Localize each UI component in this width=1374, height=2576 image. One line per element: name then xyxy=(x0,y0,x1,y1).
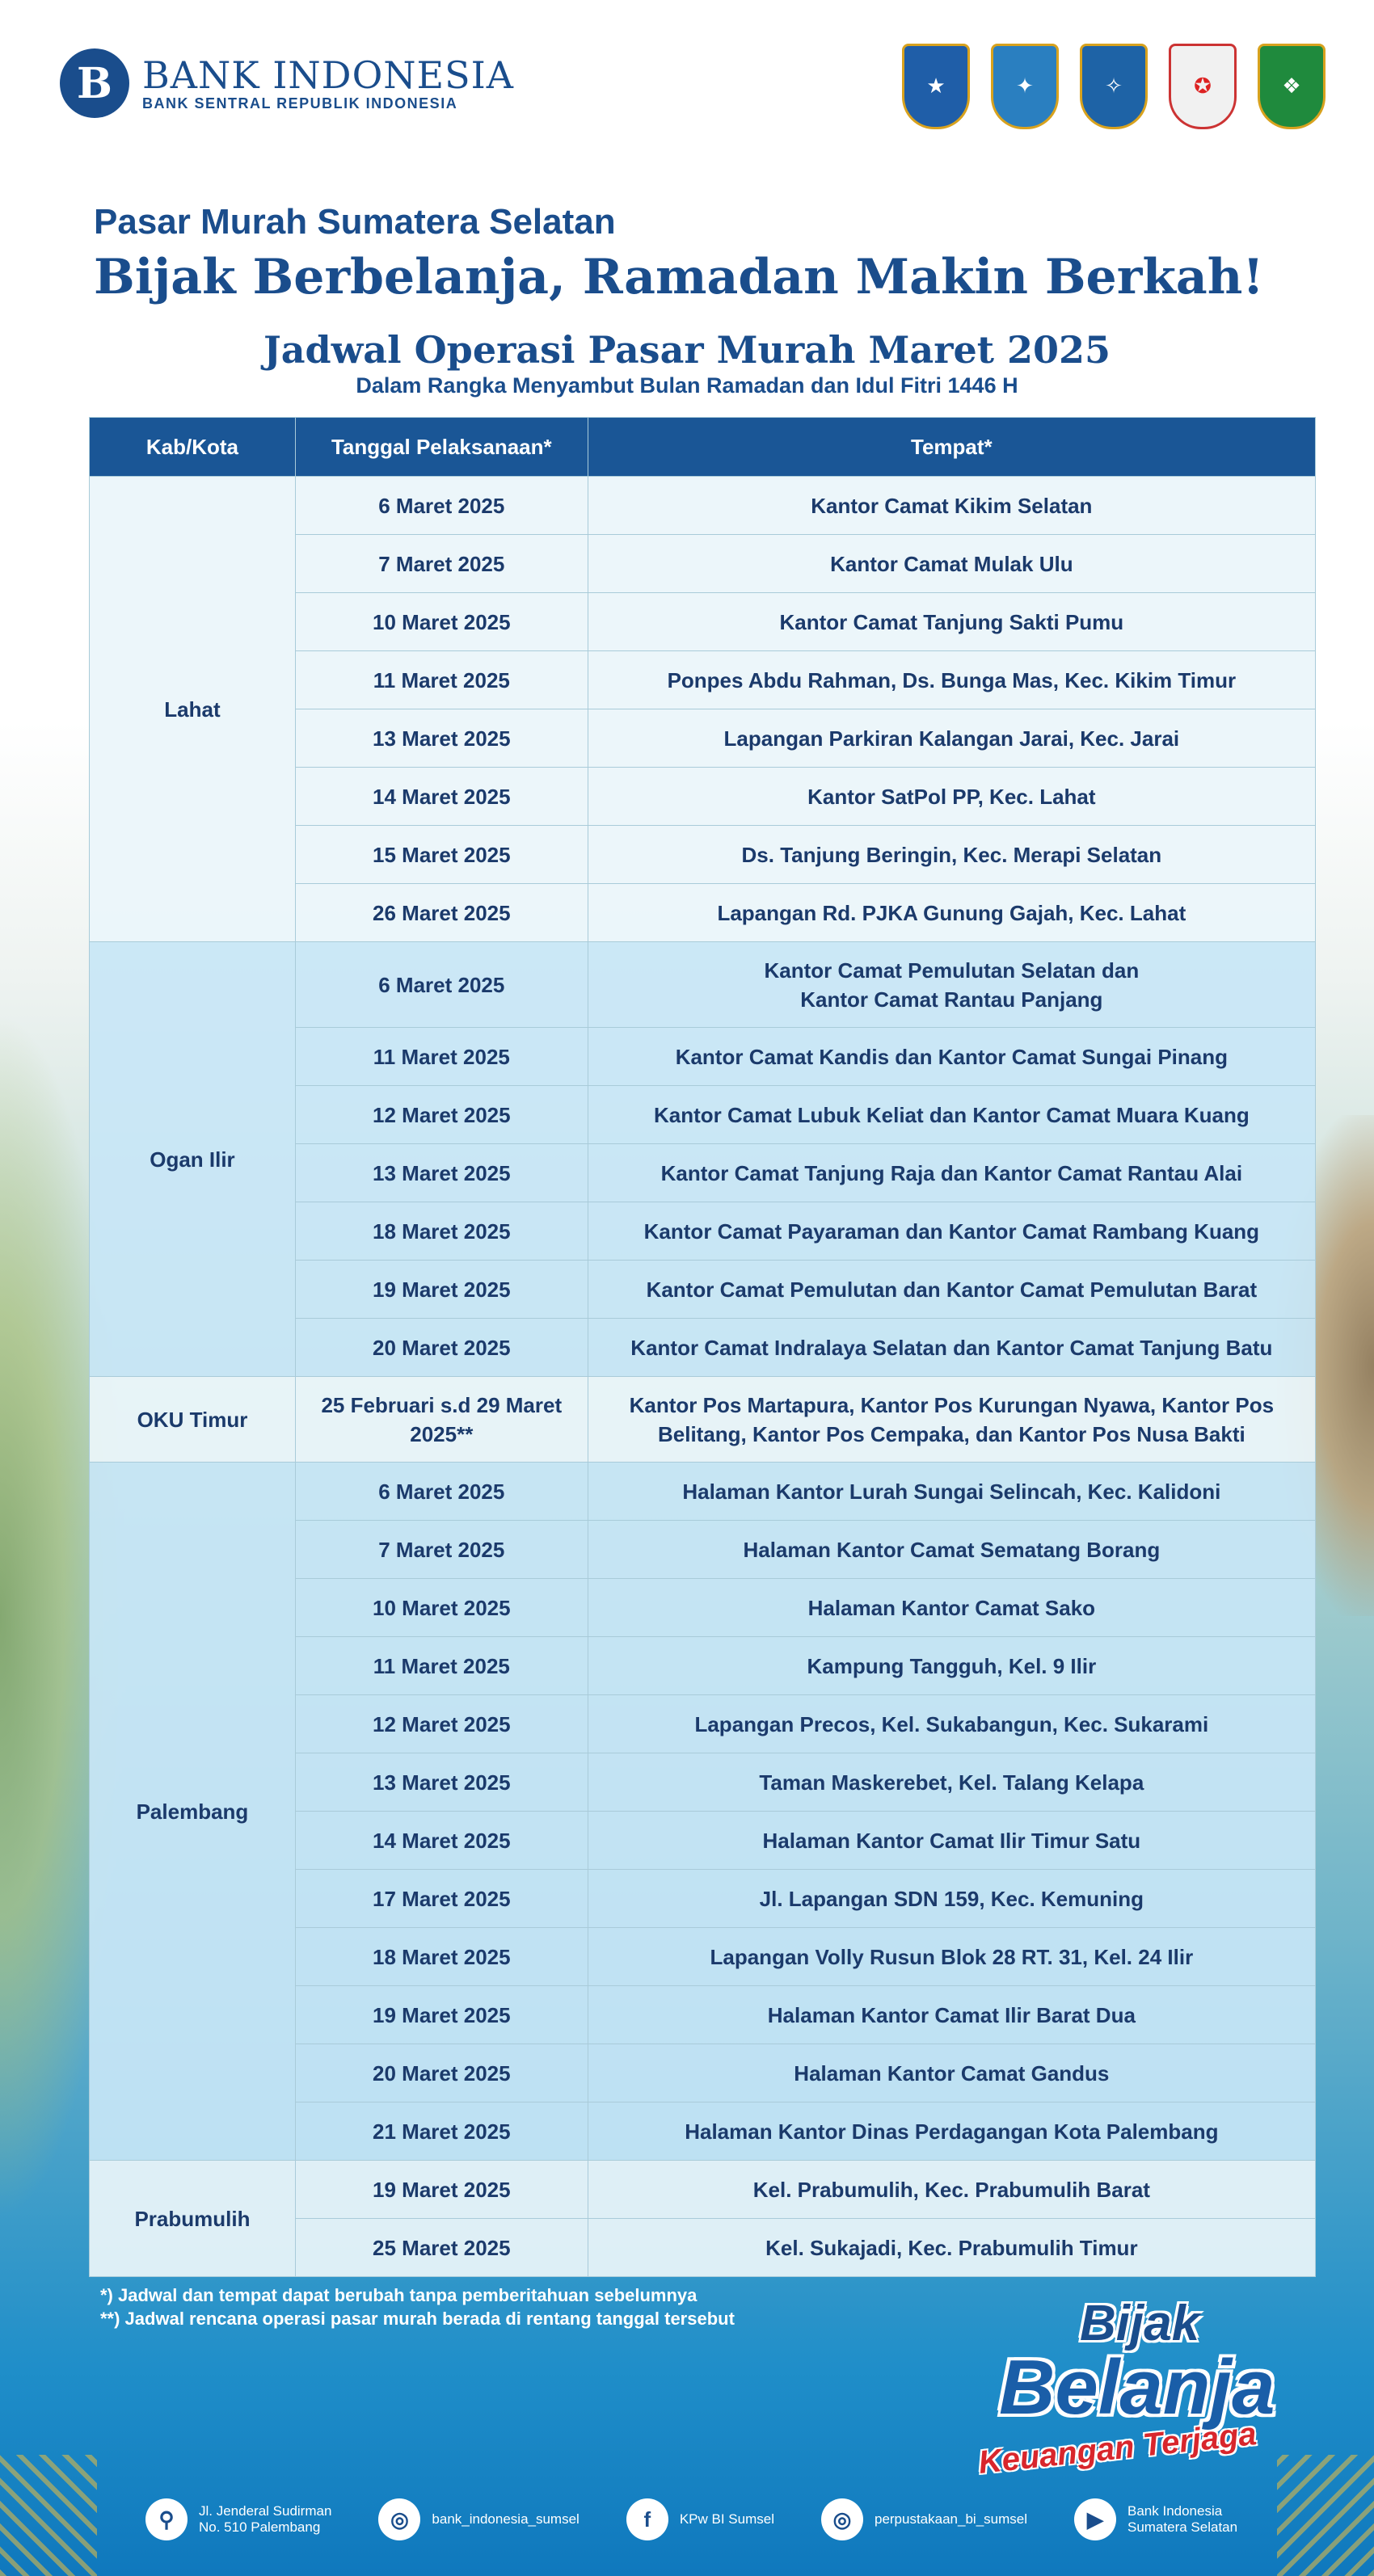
place-cell: Kantor Camat Kandis dan Kantor Camat Sungai Pinang xyxy=(588,1028,1315,1086)
city-cell: Palembang xyxy=(90,1463,296,2161)
footer-contact-item xyxy=(821,2498,1027,2540)
date-cell: 6 Maret 2025 xyxy=(295,942,588,1028)
footer-contact-text: Jl. Jenderal Sudirman No. 510 Palembang xyxy=(199,2503,332,2535)
place-cell: Kantor Camat Payaraman dan Kantor Camat Rambang Kuang xyxy=(588,1202,1315,1261)
date-cell: 18 Maret 2025 xyxy=(295,1202,588,1261)
badge-line-2: Belanja xyxy=(999,2344,1275,2431)
date-cell: 6 Maret 2025 xyxy=(295,1463,588,1521)
place-cell: Kantor Camat Lubuk Keliat dan Kantor Camat Muara Kuang xyxy=(588,1086,1315,1144)
date-cell: 12 Maret 2025 xyxy=(295,1695,588,1753)
footnotes xyxy=(100,2283,735,2330)
table-row xyxy=(90,942,1316,1028)
place-cell: Kantor Camat Tanjung Sakti Pumu xyxy=(588,593,1315,651)
date-cell: 7 Maret 2025 xyxy=(295,1521,588,1579)
date-cell: 25 Februari s.d 29 Maret 2025** xyxy=(295,1377,588,1463)
city-cell: Prabumulih xyxy=(90,2161,296,2277)
badge-line-1: Bijak xyxy=(1080,2296,1200,2351)
header-tempat: Tempat* xyxy=(588,418,1315,477)
footnote-1: *) Jadwal dan tempat dapat berubah tanpa pemberitahuan sebelumnya xyxy=(100,2285,698,2305)
date-cell: 12 Maret 2025 xyxy=(295,1086,588,1144)
campaign-kicker: Pasar Murah Sumatera Selatan xyxy=(94,202,616,242)
place-cell: Halaman Kantor Camat Ilir Barat Dua xyxy=(588,1986,1315,2044)
date-cell: 11 Maret 2025 xyxy=(295,1028,588,1086)
date-cell: 18 Maret 2025 xyxy=(295,1928,588,1986)
place-cell: Halaman Kantor Lurah Sungai Selincah, Kec. Kalidoni xyxy=(588,1463,1315,1521)
footnote-2: **) Jadwal rencana operasi pasar murah berada di rentang tanggal tersebut xyxy=(100,2309,735,2329)
date-cell: 20 Maret 2025 xyxy=(295,1319,588,1377)
campaign-titles xyxy=(94,202,1264,305)
date-cell: 13 Maret 2025 xyxy=(295,1753,588,1812)
header-tanggal: Tanggal Pelaksanaan* xyxy=(295,418,588,477)
place-cell: Lapangan Precos, Kel. Sukabangun, Kec. Sukarami xyxy=(588,1695,1315,1753)
bank-indonesia-logo xyxy=(60,48,514,118)
place-cell: Halaman Kantor Camat Gandus xyxy=(588,2044,1315,2102)
badge-line-3: Keuangan Terjaga xyxy=(976,2416,1258,2481)
instagram-icon: ◎ xyxy=(821,2498,863,2540)
place-cell: Halaman Kantor Camat Sako xyxy=(588,1579,1315,1637)
footer-contact-item xyxy=(1074,2498,1237,2540)
date-cell: 11 Maret 2025 xyxy=(295,651,588,709)
date-cell: 19 Maret 2025 xyxy=(295,1261,588,1319)
date-cell: 14 Maret 2025 xyxy=(295,1812,588,1870)
footer-contact-text: Bank Indonesia Sumatera Selatan xyxy=(1127,2503,1238,2535)
table-row xyxy=(90,477,1316,535)
place-cell: Lapangan Volly Rusun Blok 28 RT. 31, Kel. 24 Ilir xyxy=(588,1928,1315,1986)
place-cell: Kantor Camat Pemulutan dan Kantor Camat Pemulutan Barat xyxy=(588,1261,1315,1319)
footer-contact-text: bank_indonesia_sumsel xyxy=(432,2511,580,2527)
regional-emblem-icon: ❖ xyxy=(1258,44,1326,129)
songket-ornament-right xyxy=(1277,2455,1374,2576)
schedule-table xyxy=(89,417,1316,2277)
place-cell: Halaman Kantor Camat Ilir Timur Satu xyxy=(588,1812,1315,1870)
header-kab-kota: Kab/Kota xyxy=(90,418,296,477)
place-cell: Lapangan Parkiran Kalangan Jarai, Kec. Jarai xyxy=(588,709,1315,768)
brand-name: BANK INDONESIA xyxy=(142,53,515,97)
place-cell: Halaman Kantor Dinas Perdagangan Kota Palembang xyxy=(588,2102,1315,2161)
youtube-icon: ▶ xyxy=(1074,2498,1116,2540)
footer-contact-text: perpustakaan_bi_sumsel xyxy=(874,2511,1027,2527)
place-cell: Taman Maskerebet, Kel. Talang Kelapa xyxy=(588,1753,1315,1812)
date-cell: 11 Maret 2025 xyxy=(295,1637,588,1695)
schedule-subtitle: Dalam Rangka Menyambut Bulan Ramadan dan Idul Fitri 1446 H xyxy=(356,373,1018,398)
footer-contact-item xyxy=(378,2498,579,2540)
place-cell: Kel. Sukajadi, Kec. Prabumulih Timur xyxy=(588,2219,1315,2277)
date-cell: 26 Maret 2025 xyxy=(295,884,588,942)
place-cell: Kantor Camat Indralaya Selatan dan Kantor Camat Tanjung Batu xyxy=(588,1319,1315,1377)
instagram-icon: ◎ xyxy=(378,2498,420,2540)
date-cell: 6 Maret 2025 xyxy=(295,477,588,535)
date-cell: 15 Maret 2025 xyxy=(295,826,588,884)
facebook-icon: f xyxy=(626,2498,668,2540)
table-row xyxy=(90,2161,1316,2219)
regional-emblem-icon: ✦ xyxy=(991,44,1059,129)
date-cell: 10 Maret 2025 xyxy=(295,593,588,651)
place-cell: Kantor Camat Tanjung Raja dan Kantor Camat Rantau Alai xyxy=(588,1144,1315,1202)
place-cell: Halaman Kantor Camat Sematang Borang xyxy=(588,1521,1315,1579)
city-cell: Lahat xyxy=(90,477,296,942)
bijak-belanja-badge xyxy=(950,2295,1290,2481)
footer-contacts xyxy=(145,2498,1270,2540)
place-cell: Kampung Tangguh, Kel. 9 Ilir xyxy=(588,1637,1315,1695)
place-cell: Kantor Pos Martapura, Kantor Pos Kurungan Nyawa, Kantor Pos Belitang, Kantor Pos Cempaka, dan Kantor Pos Nusa Bakti xyxy=(588,1377,1315,1463)
table-row xyxy=(90,1463,1316,1521)
date-cell: 13 Maret 2025 xyxy=(295,709,588,768)
place-cell: Kel. Prabumulih, Kec. Prabumulih Barat xyxy=(588,2161,1315,2219)
place-cell: Jl. Lapangan SDN 159, Kec. Kemuning xyxy=(588,1870,1315,1928)
date-cell: 13 Maret 2025 xyxy=(295,1144,588,1202)
regional-emblem-icon: ✧ xyxy=(1080,44,1148,129)
table-header-row xyxy=(90,418,1316,477)
place-cell: Lapangan Rd. PJKA Gunung Gajah, Kec. Lahat xyxy=(588,884,1315,942)
footer-contact-text: KPw BI Sumsel xyxy=(679,2511,774,2527)
date-cell: 21 Maret 2025 xyxy=(295,2102,588,2161)
date-cell: 10 Maret 2025 xyxy=(295,1579,588,1637)
date-cell: 19 Maret 2025 xyxy=(295,2161,588,2219)
location-pin-icon: ⚲ xyxy=(145,2498,188,2540)
date-cell: 25 Maret 2025 xyxy=(295,2219,588,2277)
brand-subtitle: BANK SENTRAL REPUBLIK INDONESIA xyxy=(142,95,458,112)
table-row xyxy=(90,1377,1316,1463)
date-cell: 17 Maret 2025 xyxy=(295,1870,588,1928)
place-cell: Kantor Camat Mulak Ulu xyxy=(588,535,1315,593)
header xyxy=(0,0,1374,162)
city-cell: Ogan Ilir xyxy=(90,942,296,1377)
schedule-title: Jadwal Operasi Pasar Murah Maret 2025 xyxy=(263,328,1111,372)
songket-ornament-left xyxy=(0,2455,97,2576)
date-cell: 14 Maret 2025 xyxy=(295,768,588,826)
footer-contact-item xyxy=(145,2498,331,2540)
campaign-headline: Bijak Berbelanja, Ramadan Makin Berkah! xyxy=(94,249,1264,305)
date-cell: 20 Maret 2025 xyxy=(295,2044,588,2102)
place-cell: Kantor SatPol PP, Kec. Lahat xyxy=(588,768,1315,826)
footer-contact-item xyxy=(626,2498,774,2540)
regional-emblem-icon: ✪ xyxy=(1169,44,1237,129)
place-cell: Ds. Tanjung Beringin, Kec. Merapi Selatan xyxy=(588,826,1315,884)
bi-logo-mark: B xyxy=(60,48,129,118)
place-cell: Kantor Camat Kikim Selatan xyxy=(588,477,1315,535)
regional-emblems xyxy=(902,44,1326,129)
date-cell: 7 Maret 2025 xyxy=(295,535,588,593)
schedule-body xyxy=(90,477,1316,2277)
place-cell: Ponpes Abdu Rahman, Ds. Bunga Mas, Kec. Kikim Timur xyxy=(588,651,1315,709)
city-cell: OKU Timur xyxy=(90,1377,296,1463)
place-cell: Kantor Camat Pemulutan Selatan dan Kantor Camat Rantau Panjang xyxy=(588,942,1315,1028)
date-cell: 19 Maret 2025 xyxy=(295,1986,588,2044)
regional-emblem-icon: ★ xyxy=(902,44,970,129)
